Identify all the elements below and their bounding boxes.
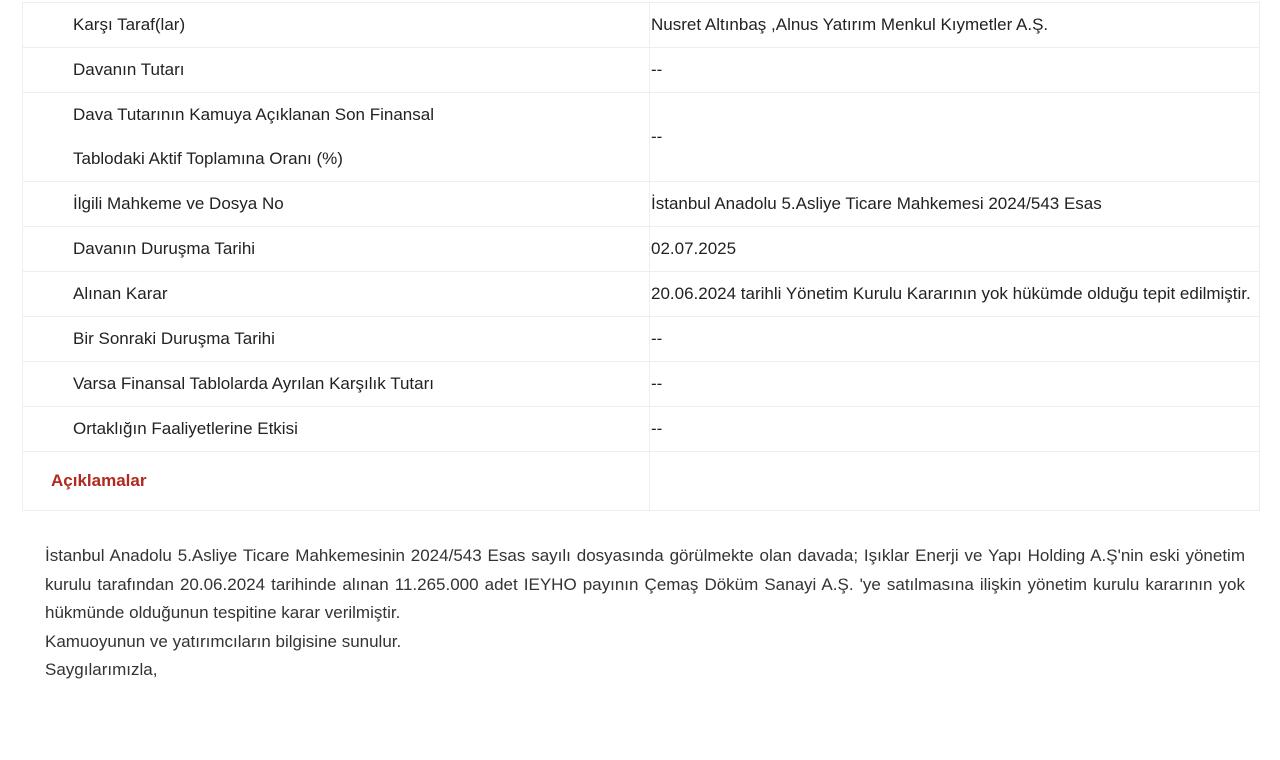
row-label: İlgili Mahkeme ve Dosya No bbox=[23, 182, 650, 227]
description-paragraph: İstanbul Anadolu 5.Asliye Ticare Mahkemesinin 2024/543 Esas sayılı dosyasında görülmekte olan davada; Işıklar Enerji ve Yapı Holding A.Ş'nin eski yönetim kurulu tarafından 20.06.2024 tarihinde alınan 11.265.000 adet IEYHO payının Çemaş Döküm Sanayi A.Ş. 'ye satılmasına ilişkin yönetim kurulu kararının yok hükmünde olduğunun tespitine karar verilmiştir. bbox=[45, 546, 1245, 622]
row-label: Karşı Taraf(lar) bbox=[23, 3, 650, 48]
row-value: -- bbox=[650, 362, 1260, 407]
row-label: Varsa Finansal Tablolarda Ayrılan Karşılık Tutarı bbox=[23, 362, 650, 407]
row-value: 20.06.2024 tarihli Yönetim Kurulu Kararının yok hükümde olduğu tepit edilmiştir. bbox=[650, 272, 1260, 317]
section-empty-cell bbox=[650, 452, 1260, 511]
row-value: -- bbox=[650, 407, 1260, 452]
row-label-line: Tablodaki Aktif Toplamına Oranı (%) bbox=[73, 149, 343, 168]
table-row bbox=[23, 362, 1260, 407]
table-row bbox=[23, 182, 1260, 227]
row-value: Nusret Altınbaş ,Alnus Yatırım Menkul Kıymetler A.Ş. bbox=[650, 3, 1260, 48]
description-text bbox=[45, 542, 1245, 685]
row-label: Davanın Duruşma Tarihi bbox=[23, 227, 650, 272]
row-label: Ortaklığın Faaliyetlerine Etkisi bbox=[23, 407, 650, 452]
table-row bbox=[23, 48, 1260, 93]
table-row bbox=[23, 3, 1260, 48]
lawsuit-details-table bbox=[22, 2, 1260, 511]
table-row bbox=[23, 272, 1260, 317]
row-value: İstanbul Anadolu 5.Asliye Ticare Mahkemesi 2024/543 Esas bbox=[650, 182, 1260, 227]
row-value: -- bbox=[650, 317, 1260, 362]
table-row bbox=[23, 227, 1260, 272]
table-row bbox=[23, 407, 1260, 452]
row-value: -- bbox=[650, 48, 1260, 93]
row-label: Davanın Tutarı bbox=[23, 48, 650, 93]
section-title: Açıklamalar bbox=[23, 452, 650, 511]
section-header-row bbox=[23, 452, 1260, 511]
description-closing: Saygılarımızla, bbox=[45, 660, 158, 679]
table-row bbox=[23, 317, 1260, 362]
row-label: Bir Sonraki Duruşma Tarihi bbox=[23, 317, 650, 362]
row-value: 02.07.2025 bbox=[650, 227, 1260, 272]
row-value: -- bbox=[650, 93, 1260, 182]
description-notice: Kamuoyunun ve yatırımcıların bilgisine sunulur. bbox=[45, 631, 402, 651]
row-label bbox=[23, 93, 650, 182]
row-label: Alınan Karar bbox=[23, 272, 650, 317]
table-row bbox=[23, 93, 1260, 182]
row-label-line: Dava Tutarının Kamuya Açıklanan Son Finansal bbox=[73, 105, 434, 124]
